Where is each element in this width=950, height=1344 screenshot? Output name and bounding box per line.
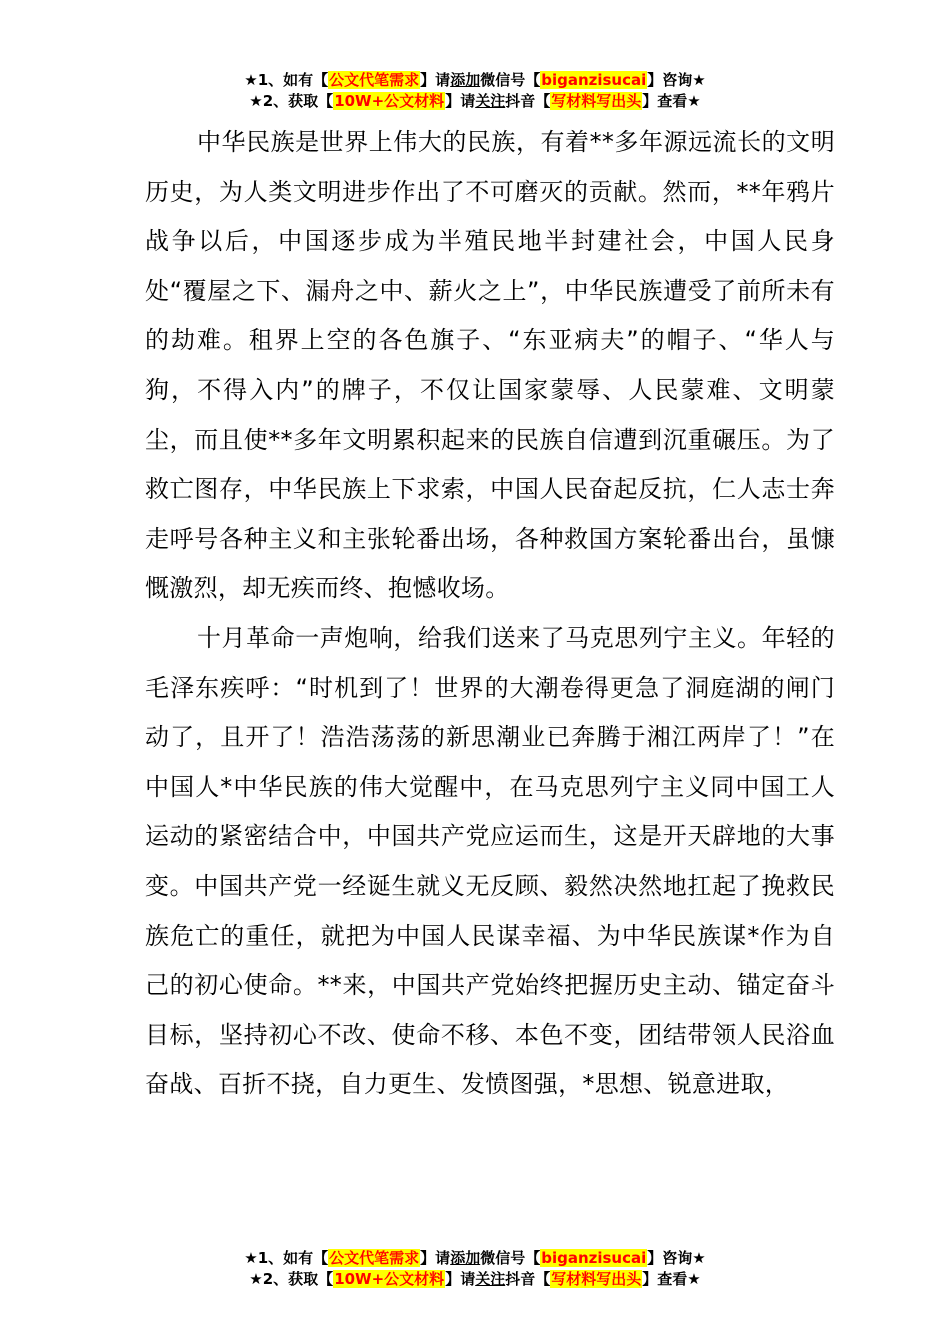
banner-line-1: ★1、如有【公文代笔需求】请添加微信号【biganzisucai】咨询★ bbox=[244, 71, 706, 89]
banner-line-1: ★1、如有【公文代笔需求】请添加微信号【biganzisucai】咨询★ bbox=[244, 1249, 706, 1267]
header-banner bbox=[0, 70, 950, 112]
emphasis-add: 添加 bbox=[450, 71, 481, 89]
paragraph-2: 十月革命一声炮响，给我们送来了马克思列宁主义。年轻的毛泽东疾呼：“时机到了！世界的大潮卷得更急了洞庭湖的闸门动了，且开了！浩浩荡荡的新思潮业已奔腾于湘江两岸了！”在中国人*中华民族的伟大觉醒中，在马克思列宁主义同中国工人运动的紧密结合中，中国共产党应运而生，这是开天辟地的大事变。中国共产党一经诞生就义无反顾、毅然决然地扛起了挽救民族危亡的重任，就把为中国人民谋幸福、为中华民族谋*作为自己的初心使命。**来，中国共产党始终把握历史主动、锚定奋斗目标，坚持初心不改、使命不移、本色不变，团结带领人民浴血奋战、百折不挠，自力更生、发愤图强，*思想、锐意进取， bbox=[145, 623, 835, 1099]
highlight-materials: 10W+公文材料 bbox=[334, 1270, 445, 1288]
highlight-ghostwriting: 公文代笔需求 bbox=[329, 71, 420, 89]
highlight-ghostwriting: 公文代笔需求 bbox=[329, 1249, 420, 1267]
highlight-douyin-account: 写材料写出头 bbox=[551, 92, 642, 110]
highlight-douyin-account: 写材料写出头 bbox=[551, 1270, 642, 1288]
highlight-wechat-id: biganzisucai bbox=[541, 71, 647, 89]
footer-banner bbox=[0, 1248, 950, 1290]
emphasis-follow: 关注 bbox=[475, 92, 506, 110]
emphasis-add: 添加 bbox=[450, 1249, 481, 1267]
document-body bbox=[145, 118, 835, 1110]
banner-line-2: ★2、获取【10W+公文材料】请关注抖音【写材料写出头】查看★ bbox=[249, 1270, 701, 1288]
banner-line-2: ★2、获取【10W+公文材料】请关注抖音【写材料写出头】查看★ bbox=[249, 92, 701, 110]
highlight-wechat-id: biganzisucai bbox=[541, 1249, 647, 1267]
emphasis-follow: 关注 bbox=[475, 1270, 506, 1288]
highlight-materials: 10W+公文材料 bbox=[334, 92, 445, 110]
paragraph-1: 中华民族是世界上伟大的民族，有着**多年源远流长的文明历史，为人类文明进步作出了不可磨灭的贡献。然而，**年鸦片战争以后，中国逐步成为半殖民地半封建社会，中国人民身处“覆屋之下、漏舟之中、薪火之上”，中华民族遭受了前所未有的劫难。租界上空的各色旗子、“东亚病夫”的帽子、“华人与狗，不得入内”的牌子，不仅让国家蒙辱、人民蒙难、文明蒙尘，而且使**多年文明累积起来的民族自信遭到沉重碾压。为了救亡图存，中华民族上下求索，中国人民奋起反抗，仁人志士奔走呼号各种主义和主张轮番出场，各种救国方案轮番出台，虽慷慨激烈，却无疾而终、抱憾收场。 bbox=[145, 128, 836, 603]
